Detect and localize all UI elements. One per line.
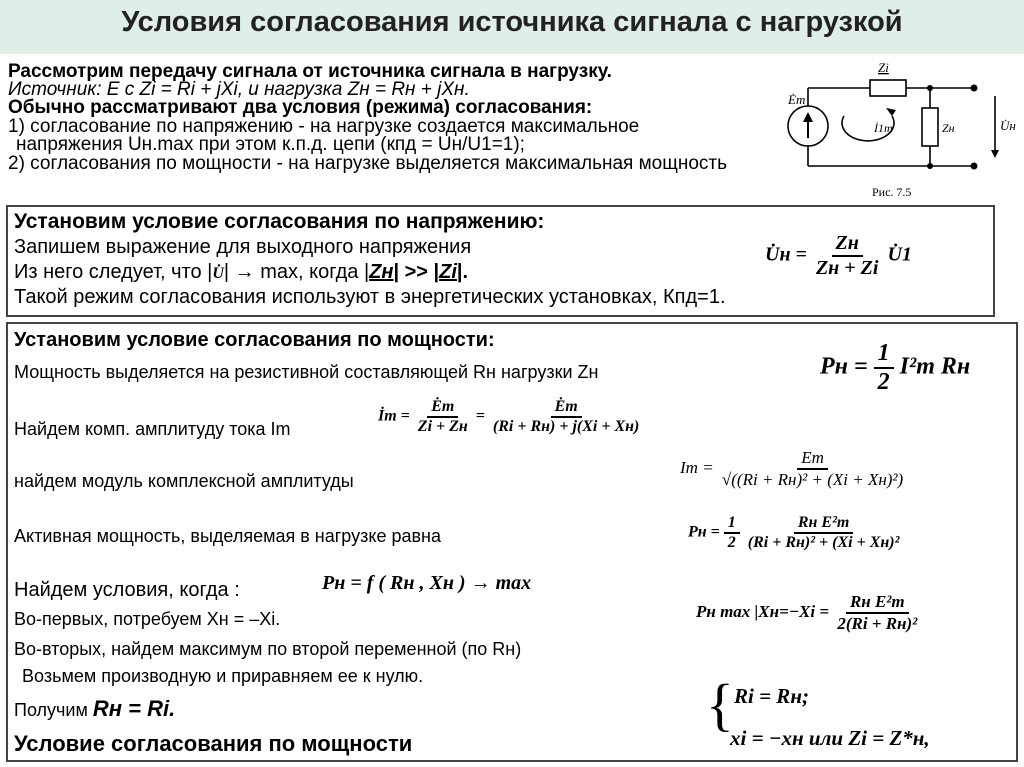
voltage-line-2: Из него следует, что |U̇| → max, когда |Zн| >> |Zi|.	[14, 261, 469, 283]
intro-line-1: Рассмотрим передачу сигнала от источника сигнала в нагрузку.	[8, 61, 612, 82]
power-conclusion: Условие согласования по мощности	[14, 731, 413, 756]
voltage-heading: Установим условие согласования по напряжению:	[14, 210, 545, 233]
formula-max-condition: Pн = f ( Rн , Xн ) → max	[322, 572, 532, 594]
voltage-line-3: Такой режим согласования используют в энергетических установках, Кпд=1.	[14, 286, 726, 308]
power-line-3: найдем модуль комплексной амплитуды	[14, 471, 354, 491]
power-heading: Установим условие согласования по мощности:	[14, 329, 495, 351]
em-label: Ėm	[788, 92, 806, 107]
formula-current-modulus: Im = $\frac{Em}{\text{√((Ri + Rн)² + (Xi + Xн)²)}}$	[680, 448, 904, 489]
im-label: İ1m	[874, 121, 893, 135]
voltage-line-1: Запишем выражение для выходного напряжения	[14, 236, 472, 258]
node-bottom	[927, 163, 933, 169]
formula-output-voltage: U̇н = $\frac{Zн}{Zн + Zi}$ U̇1	[765, 232, 912, 279]
terminal-bottom	[971, 163, 978, 170]
zn-label: Zн	[942, 121, 955, 135]
power-line-5: Найдем условия, когда :	[14, 579, 240, 601]
formula-active-power: Pн = $\frac{1}{2}$ $\frac{\text{Rн E²m}}{\text{(Ri + Rн)² + (Xi + Xн)²}}$	[688, 514, 900, 551]
intro-line-4: 1) согласование по напряжению - на нагрузке создается максимальное	[8, 116, 640, 137]
terminal-top	[971, 85, 978, 92]
power-line-9: Получим Rн = Ri.	[14, 696, 176, 721]
formula-current-amplitude: İm = $\frac{Ėm}{Zi + Zн}$ = $\frac{Ėm}{(Ri + Rн) + j(Xi + Xн)}$	[378, 398, 640, 435]
power-line-2: Найдем комп. амплитуду тока Im	[14, 419, 291, 439]
intro-line-6: 2) согласования по мощности - на нагрузке выделяется максимальная мощность	[8, 153, 728, 174]
zn-resistor	[922, 108, 938, 146]
figure-caption: Рис. 7.5	[872, 185, 912, 199]
un-label: U̇н	[1000, 118, 1016, 133]
power-line-1: Мощность выделяется на резистивной составляющей Rн нагрузки Zн	[14, 362, 599, 382]
power-line-7: Во-вторых, найдем максимум по второй переменной (по Rн)	[14, 639, 522, 659]
page-title: Условия согласования источника сигнала с нагрузкой	[121, 6, 903, 38]
formula-max-power: Pн max |Xн=−Xi = $\frac{\text{Rн E²m}}{\text{2(Ri + Rн)²}}$	[696, 592, 918, 633]
power-line-6: Во-первых, потребуем Xн = –Xi.	[14, 609, 281, 629]
circuit-diagram	[782, 56, 1018, 206]
node-top	[927, 85, 933, 91]
power-line-8: Возьмем производную и приравняем ее к нулю.	[22, 666, 424, 686]
formula-load-power: Pн = $\frac{1}{2}$ I²m Rн	[820, 340, 971, 395]
intro-line-2: Источник: E с Zi = Ri + jXi, и нагрузка Zн = Rн + jXн.	[8, 79, 470, 100]
intro-line-5: напряжения Uн.max при этом к.п.д. цепи (кпд = Uн/U1=1);	[16, 134, 525, 155]
loop-arrow-head	[886, 108, 896, 116]
un-arrow-head	[991, 150, 999, 158]
zi-label: Zi	[878, 60, 889, 75]
intro-line-3: Обычно рассматривают два условия (режима) согласования:	[8, 97, 593, 118]
zi-resistor	[870, 80, 906, 96]
system-brace: {	[706, 672, 734, 737]
formula-result-z: xi = −xн или Zi = Z*н,	[730, 726, 930, 750]
formula-result-r: Ri = Rн;	[734, 684, 809, 708]
source-arrow-shaft	[807, 120, 809, 138]
power-line-4: Активная мощность, выделяемая в нагрузке равна	[14, 526, 441, 546]
